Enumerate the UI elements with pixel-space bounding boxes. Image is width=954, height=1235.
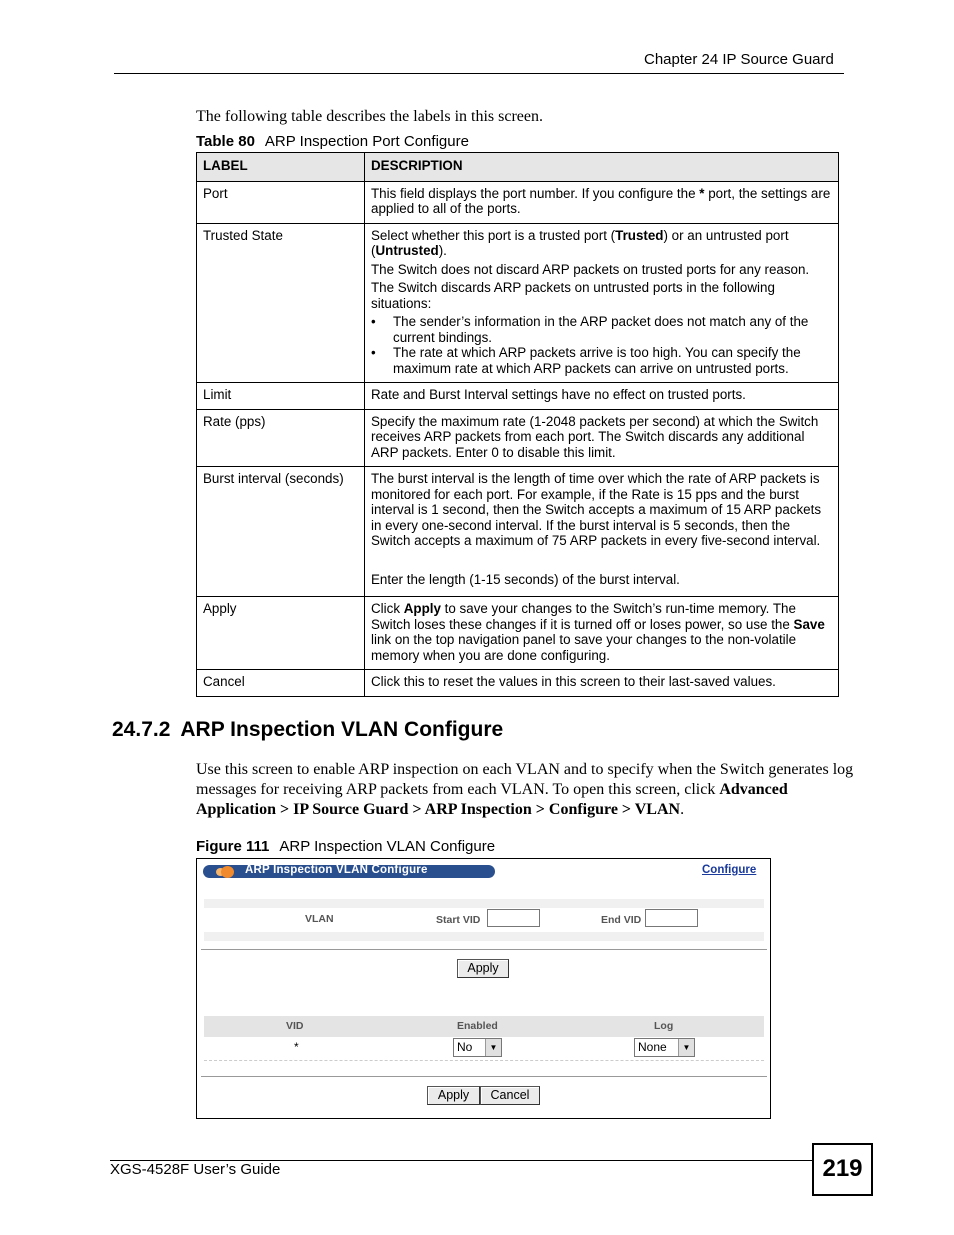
table-row — [197, 467, 839, 597]
apply-vlan-range-button[interactable]: Apply — [457, 959, 509, 978]
section-paragraph: Use this screen to enable ARP inspection on each VLAN and to specify when the Switch generates log messages for receiving ARP packets from each VLAN. To open this screen, click Advanced Application > IP Source Guard > ARP Inspection > Configure > VLAN. — [196, 761, 854, 818]
log-column-header: Log — [654, 1020, 674, 1032]
table-row — [197, 181, 839, 223]
divider — [201, 949, 767, 950]
label-description-table — [196, 152, 839, 697]
table-header-row — [197, 153, 839, 182]
row-description: This field displays the port number. If you configure the * port, the settings are applied to all of the ports. — [365, 181, 839, 223]
table-caption — [196, 133, 469, 150]
log-select[interactable]: None ▼ — [634, 1038, 695, 1057]
chapter-header: Chapter 24 IP Source Guard — [644, 51, 834, 68]
table-row — [197, 383, 839, 410]
label-column-header: LABEL — [197, 153, 365, 182]
row-label: Rate (pps) — [197, 409, 365, 467]
title-bullet-icon — [221, 866, 234, 878]
divider — [201, 1076, 767, 1077]
configure-link[interactable]: Configure — [702, 864, 757, 876]
start-vid-input[interactable] — [487, 909, 540, 927]
table-row — [197, 409, 839, 467]
intro-text: The following table describes the labels in this screen. — [196, 108, 544, 125]
row-label: Burst interval (seconds) — [197, 467, 365, 597]
row-description: Click Apply to save your changes to the Switch’s run-time memory. The Switch loses these changes if it is turned off or loses power, so use the Save link on the top navigation panel to save your changes to the non-volatile memory when you are done configuring. — [365, 597, 839, 670]
vlan-range-row — [204, 908, 764, 932]
guide-title: XGS-4528F User’s Guide — [110, 1161, 281, 1178]
arp-vlan-config-screenshot — [196, 858, 771, 1119]
header-rule — [114, 73, 844, 74]
screen-title: ARP Inspection VLAN Configure — [245, 864, 428, 876]
page-number: 219 — [812, 1143, 873, 1196]
screen-title-bar — [203, 865, 495, 878]
vlan-label: VLAN — [305, 913, 334, 925]
row-description: The burst interval is the length of time over which the rate of ARP packets is monitored for each port. For example, if the Rate is 15 pps and the burst interval is 1 second, then the Switch accepts a maximum of 15 ARP packets in every one-second interval. If the burst interval is 5 seconds, then the Switch accepts a maximum of 75 ARP packets in every five-second interval. Enter the length (1-15 seconds) of the burst interval. — [365, 467, 839, 597]
row-label: Cancel — [197, 670, 365, 697]
figure-caption-title: ARP Inspection VLAN Configure — [279, 838, 496, 855]
list-item: • The sender’s information in the ARP packet does not match any of the current bindings. — [371, 314, 832, 345]
row-label: Trusted State — [197, 223, 365, 383]
row-description: Specify the maximum rate (1-2048 packets per second) at which the Switch receives ARP packets from each port. The Switch discards any additional ARP packets. Enter 0 to disable this limit. — [365, 409, 839, 467]
end-vid-label: End VID — [601, 914, 642, 926]
section-number: 24.7.2 — [112, 718, 171, 741]
row-description: Rate and Burst Interval settings have no effect on trusted ports. — [365, 383, 839, 410]
cancel-button[interactable]: Cancel — [480, 1086, 540, 1105]
start-vid-label: Start VID — [436, 914, 481, 926]
row-label: Limit — [197, 383, 365, 410]
row-description: Click this to reset the values in this screen to their last-saved values. — [365, 670, 839, 697]
apply-button[interactable]: Apply — [427, 1086, 480, 1105]
vid-value: * — [294, 1040, 299, 1054]
list-item: • The rate at which ARP packets arrive is too high. You can specify the maximum rate at which ARP packets can arrive on untrusted ports. — [371, 345, 832, 376]
table-row — [197, 223, 839, 383]
vlan-table-header — [204, 1016, 764, 1038]
table-caption-title: ARP Inspection Port Configure — [264, 133, 469, 150]
navigation-path: Advanced Application > IP Source Guard > ARP Inspection > Configure > VLAN — [196, 781, 788, 818]
end-vid-input[interactable] — [645, 909, 698, 927]
enabled-select[interactable]: No ▼ — [453, 1038, 502, 1057]
row-label: Port — [197, 181, 365, 223]
vlan-table-row — [204, 1037, 764, 1061]
situation-list — [371, 314, 832, 376]
description-column-header: DESCRIPTION — [365, 153, 839, 182]
chevron-down-icon: ▼ — [678, 1039, 694, 1056]
row-label: Apply — [197, 597, 365, 670]
section-title: ARP Inspection VLAN Configure — [180, 718, 504, 741]
table-caption-number: Table 80 — [196, 133, 255, 150]
section-heading — [112, 718, 503, 742]
table-row — [197, 670, 839, 697]
figure-caption — [196, 838, 495, 855]
table-row — [197, 597, 839, 670]
vid-column-header: VID — [286, 1020, 304, 1032]
enabled-column-header: Enabled — [457, 1020, 498, 1032]
chevron-down-icon: ▼ — [485, 1039, 501, 1056]
figure-caption-number: Figure 111 — [196, 838, 270, 855]
row-description: Select whether this port is a trusted port (Trusted) or an untrusted port (Untrusted). The Switch does not discard ARP packets on trusted ports for any reason. The Switch discards ARP packets on untrusted ports in the following situations: • The sender’s information in the ARP packet does not match any of the current bindings. • The rate at which ARP packets arrive is too high. You can specify the maximum rate at which ARP packets can arrive on untrusted ports. — [365, 223, 839, 383]
